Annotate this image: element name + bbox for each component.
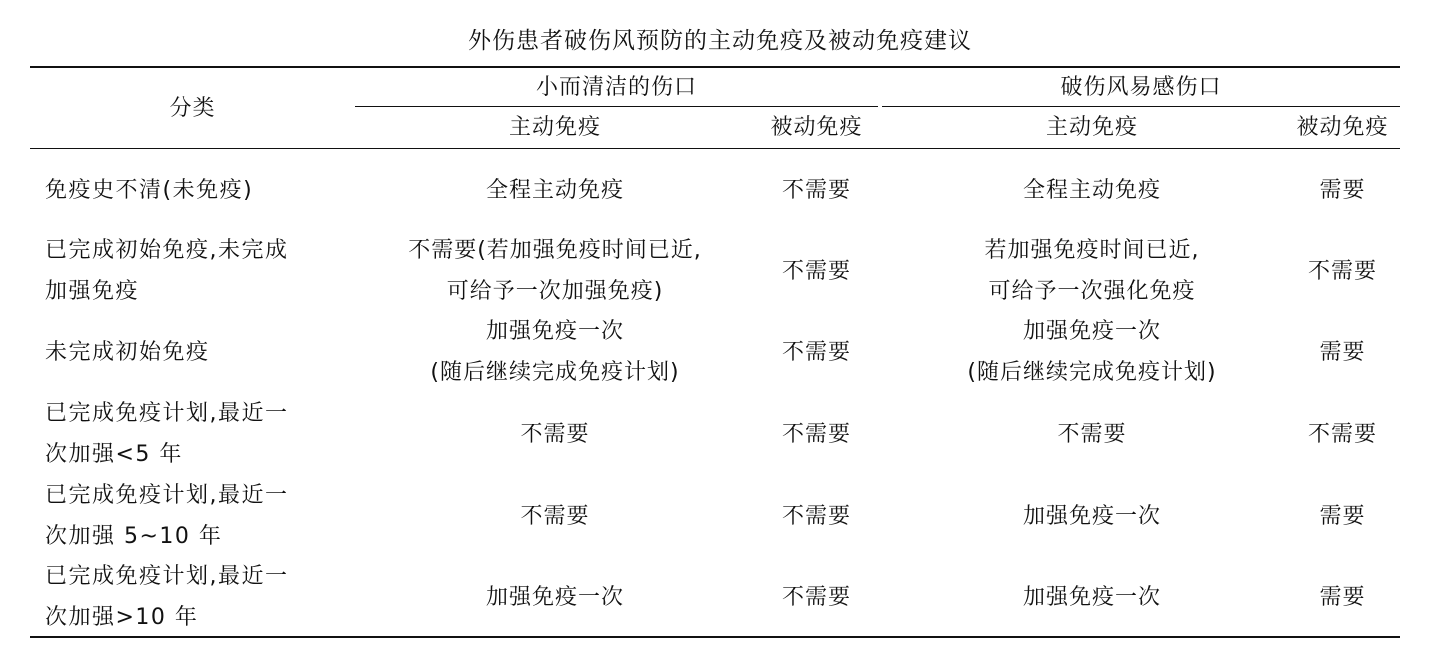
header-category: 分类 [169, 95, 216, 121]
row-clean-passive: 不需要 [781, 421, 851, 447]
row-susceptible-active: 全程主动免疫 [1022, 177, 1161, 203]
row-susceptible-active: 加强免疫一次 [1022, 584, 1161, 610]
row-susceptible-active: 加强免疫一次 (随后继续完成免疫计划) [967, 319, 1217, 385]
row-clean-active: 全程主动免疫 [485, 177, 624, 203]
row-susceptible-passive: 需要 [1319, 339, 1366, 365]
row-clean-active: 不需要 [520, 503, 590, 529]
row-susceptible-passive: 不需要 [1307, 421, 1377, 447]
header-clean-active-immunization: 主动免疫 [508, 115, 601, 140]
header-susceptible-passive-immunization: 被动免疫 [1296, 115, 1389, 140]
row-clean-passive: 不需要 [781, 177, 851, 203]
row-susceptible-passive: 需要 [1319, 177, 1366, 203]
row-susceptible-active: 若加强免疫时间已近, 可给予一次强化免疫 [984, 238, 1200, 304]
header-group-tetanus-susceptible-wound: 破伤风易感伤口 [1060, 74, 1222, 100]
row-clean-passive: 不需要 [781, 584, 851, 610]
header-clean-passive-immunization: 被动免疫 [770, 115, 863, 140]
row-susceptible-passive: 需要 [1319, 503, 1366, 529]
row-category: 已完成初始免疫,未完成 加强免疫 [45, 238, 289, 304]
row-susceptible-active: 加强免疫一次 [1022, 503, 1161, 529]
row-category: 已完成免疫计划,最近一 次加强<5 年 [45, 401, 289, 467]
row-clean-passive: 不需要 [781, 503, 851, 529]
row-susceptible-passive: 不需要 [1307, 258, 1377, 284]
row-susceptible-passive: 需要 [1319, 584, 1366, 610]
row-clean-passive: 不需要 [781, 339, 851, 365]
row-clean-passive: 不需要 [781, 258, 851, 284]
row-category: 已完成免疫计划,最近一 次加强 5~10 年 [45, 483, 289, 549]
header-susceptible-active-immunization: 主动免疫 [1045, 115, 1138, 140]
row-clean-active: 加强免疫一次 (随后继续完成免疫计划) [430, 319, 680, 385]
row-category: 免疫史不清(未免疫) [45, 177, 254, 203]
row-susceptible-active: 不需要 [1057, 421, 1127, 447]
row-category: 已完成免疫计划,最近一 次加强>10 年 [45, 564, 289, 630]
row-clean-active: 不需要(若加强免疫时间已近, 可给予一次加强免疫) [408, 238, 702, 304]
row-clean-active: 加强免疫一次 [485, 584, 624, 610]
row-clean-active: 不需要 [520, 421, 590, 447]
row-category: 未完成初始免疫 [45, 339, 210, 365]
page-title: 外伤患者破伤风预防的主动免疫及被动免疫建议 [468, 28, 972, 54]
header-group-small-clean-wound: 小而清洁的伤口 [535, 74, 697, 100]
header-rule [30, 148, 1400, 149]
